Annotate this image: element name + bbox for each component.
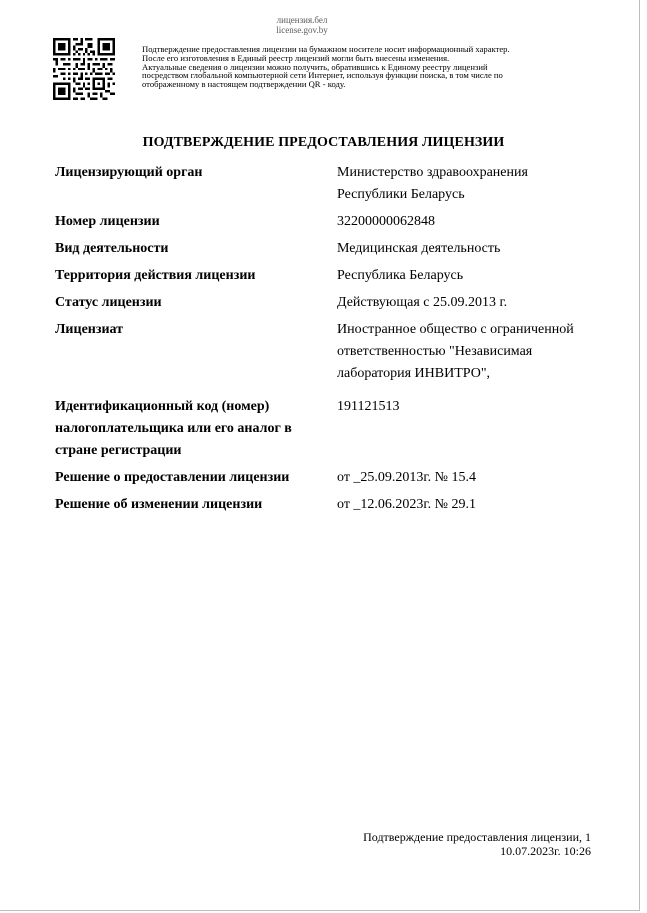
field-value: Действующая с 25.09.2013 г.	[337, 295, 508, 310]
field-licensing-authority	[55, 162, 605, 206]
field-value	[337, 319, 605, 385]
field-value: от _25.09.2013г. № 15.4	[337, 470, 476, 485]
site-header	[262, 15, 342, 35]
field-grant-decision	[55, 467, 605, 489]
field-value	[337, 162, 605, 206]
notice-line: Подтверждение предоставления лицензии на бумажном носителе носит информационный характер.	[142, 44, 510, 54]
document-title: ПОДТВЕРЖДЕНИЕ ПРЕДОСТАВЛЕНИЯ ЛИЦЕНЗИИ	[142, 135, 505, 150]
site-name-cyrillic: лицензия.бел	[276, 15, 328, 25]
field-change-decision	[55, 494, 605, 516]
field-value-line: ответственностью "Независимая	[337, 344, 533, 359]
field-label: Решение об изменении лицензии	[55, 497, 263, 512]
field-activity-type	[55, 238, 605, 260]
field-label-line: Идентификационный код (номер)	[55, 399, 270, 414]
footer-line: Подтверждение предоставления лицензии, 1	[363, 830, 591, 844]
field-value-line: лаборатория ИНВИТРО",	[337, 366, 491, 381]
field-license-number	[55, 211, 605, 233]
field-label: Решение о предоставлении лицензии	[55, 470, 290, 485]
field-label: Лицензирующий орган	[55, 165, 203, 180]
field-territory	[55, 265, 605, 287]
field-status	[55, 292, 605, 314]
page-footer	[363, 830, 591, 858]
notice-line: отображенному в настоящем подтверждении QR - коду.	[142, 79, 346, 90]
qr-code-icon	[53, 38, 115, 100]
notice-line: Актуальные сведения о лицензии можно получить, обратившись к Единому реестру лицензий	[142, 61, 488, 72]
notice-line: посредством глобальной компьютерной сети Интернет, используя функции поиска, в том числе по	[142, 70, 503, 81]
field-value: 32200000062848	[337, 214, 435, 229]
footer-line: 10.07.2023г. 10:26	[500, 844, 591, 858]
field-label-line: налогоплательщика или его аналог в	[55, 421, 292, 436]
site-name-latin: license.gov.by	[276, 25, 328, 35]
field-label: Территория действия лицензии	[55, 268, 256, 283]
info-notice	[142, 45, 612, 89]
field-value-line: Министерство здравоохранения	[337, 165, 528, 180]
field-value-line: Республики Беларусь	[337, 187, 465, 202]
field-tax-id	[55, 396, 605, 462]
field-value-line: Иностранное общество с ограниченной	[337, 322, 574, 337]
field-label: Статус лицензии	[55, 295, 162, 310]
field-value: Медицинская деятельность	[337, 241, 501, 256]
field-label-line: стране регистрации	[55, 443, 182, 458]
notice-line: После его изготовления в Единый реестр лицензий могли быть внесены изменения.	[142, 52, 450, 63]
field-licensee	[55, 319, 605, 385]
field-label	[55, 396, 337, 462]
license-fields	[55, 162, 605, 516]
field-value: от _12.06.2023г. № 29.1	[337, 497, 476, 512]
field-label: Вид деятельности	[55, 241, 169, 256]
field-label: Лицензиат	[55, 322, 124, 337]
field-label: Номер лицензии	[55, 214, 160, 229]
field-value: 191121513	[337, 399, 400, 414]
field-value: Республика Беларусь	[337, 268, 464, 283]
